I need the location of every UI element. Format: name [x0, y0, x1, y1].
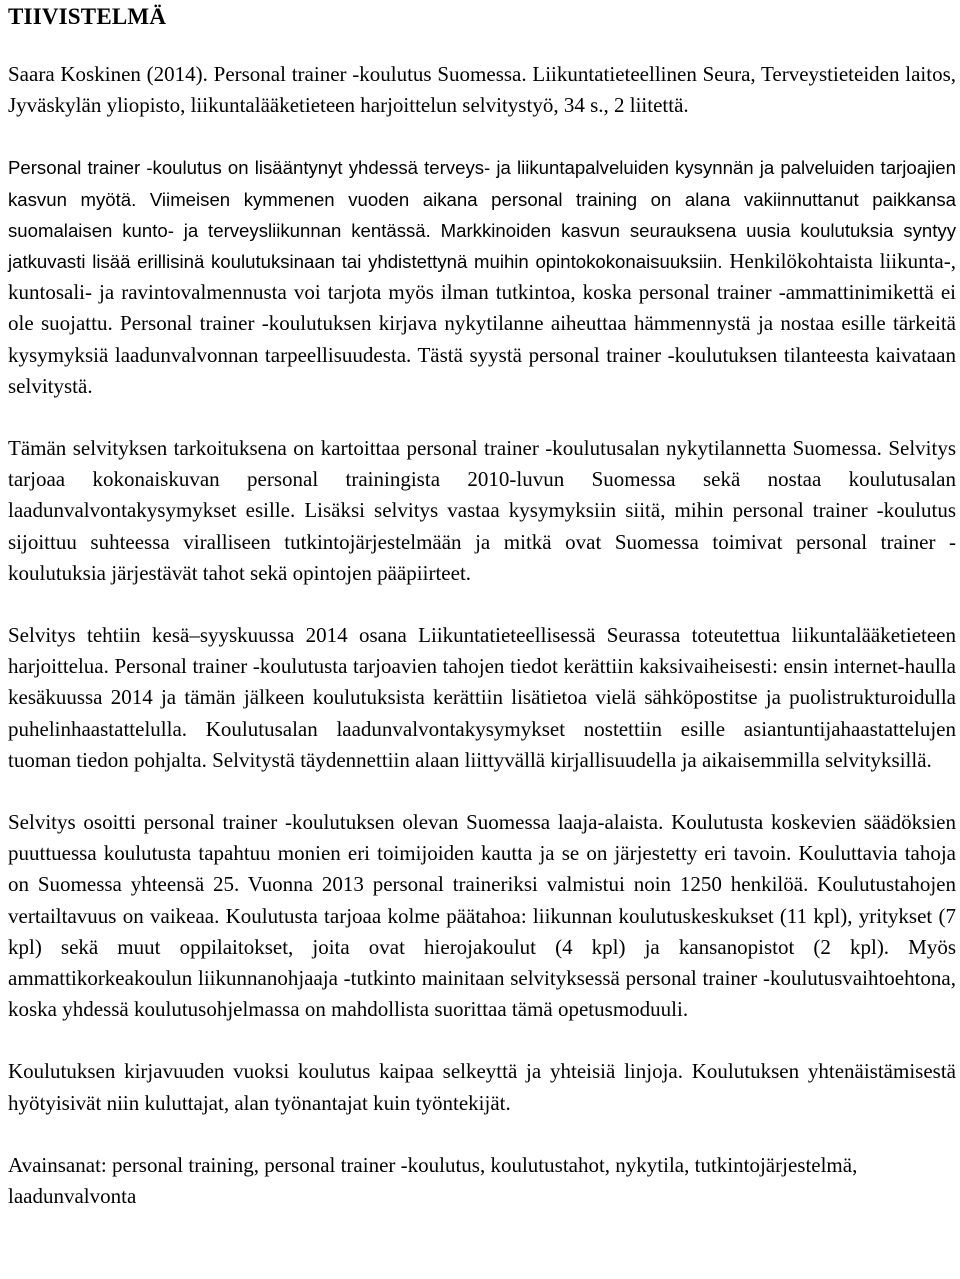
conclusion-paragraph: Koulutuksen kirjavuuden vuoksi koulutus kaipaa selkeyttä ja yhteisiä linjoja. Koulutuksen yhtenäistämisestä hyötyisivät niin kuluttajat, alan työnantajat kuin työntekijät. [8, 1059, 956, 1115]
intro-sans-text: Personal trainer -koulutus on lisääntynyt yhdessä terveys- ja liikuntapalveluiden kysynnän ja palveluiden tarjoajien kasvun myötä. Viimeisen kymmenen vuoden aikana personal training on alana vakiinnuttanut paikkansa suomalaisen kunto- ja terveysliikunnan kentässä. Markkinoiden kasvun seurauksena uusia koulutuksia syntyy jatkuvasti lisää erillisinä koulutuksinaan tai yhdistettynä muihin opintokokonaisuuksiin. [8, 157, 956, 273]
intro-paragraph [8, 152, 956, 402]
results-paragraph: Selvitys osoitti personal trainer -koulutuksen olevan Suomessa laaja-alaista. Koulutusta koskevien säädöksien puuttuessa koulutusta tapahtuu monien eri toimijoiden kautta ja se on järjestetty eri tavoin. Kouluttavia tahoja on Suomessa yhteensä 25. Vuonna 2013 personal traineriksi valmistui noin 1250 henkilöä. Koulutustahojen vertailtavuus on vaikeaa. Koulutusta tarjoaa kolme päätahoa: liikunnan koulutuskeskukset (11 kpl), yritykset (7 kpl) sekä muut oppilaitokset, joita ovat hierojakoulut (4 kpl) ja kansanopistot (2 kpl). Myös ammattikorkeakoulun liikunnanohjaaja -tutkinto mainitaan selvityksessä personal trainer -koulutusvaihtoehtona, koska yhdessä koulutusohjelmassa on mahdollista suorittaa tämä opetusmoduuli. [8, 810, 956, 1022]
abstract-page [8, 0, 956, 1212]
method-paragraph: Selvitys tehtiin kesä–syyskuussa 2014 osana Liikuntatieteellisessä Seurassa toteutettua liikuntalääketieteen harjoittelua. Personal trainer -koulutusta tarjoavien tahojen tiedot kerättiin kaksivaiheisesti: ensin internet-haulla kesäkuussa 2014 ja tämän jälkeen koulutuksista kerättiin lisätietoa vielä sähköpostitse ja puolistrukturoidulla puhelinhaastattelulla. Koulutusalan laadunvalvontakysymykset nostettiin esille asiantuntijahaastattelujen tuoman tiedon pohjalta. Selvitystä täydennettiin alaan liittyvällä kirjallisuudella ja aikaisemmilla selvityksillä. [8, 623, 956, 772]
intro-serif-text: Henkilökohtaista liikunta-, kuntosali- ja ravintovalmennusta voi tarjota myös ilman tutkintoa, koska personal trainer -ammattinimikettä ei ole suojattu. Personal trainer -koulutuksen kirjava nykytilanne aiheuttaa hämmennystä ja nostaa esille tärkeitä kysymyksiä laadunvalvonnan tarpeellisuudesta. Tästä syystä personal trainer -koulutuksen tilanteesta kaivataan selvitystä. [8, 249, 956, 398]
aim-paragraph: Tämän selvityksen tarkoituksena on kartoittaa personal trainer -koulutusalan nykytilannetta Suomessa. Selvitys tarjoaa kokonaiskuvan personal trainingista 2010-luvun Suomessa sekä nostaa koulutusalan laadunvalvontakysymykset esille. Lisäksi selvitys vastaa kysymyksiin siitä, mihin personal trainer -koulutus sijoittuu suhteessa viralliseen tutkintojärjestelmään ja mitkä ovat Suomessa toimivat personal trainer -koulutuksia järjestävät tahot sekä opintojen pääpiirteet. [8, 436, 956, 585]
citation-paragraph: Saara Koskinen (2014). Personal trainer -koulutus Suomessa. Liikuntatieteellinen Seura, Terveystieteiden laitos, Jyväskylän yliopisto, liikuntalääketieteen harjoittelun selvitystyö, 34 s., 2 liitettä. [8, 62, 956, 118]
abstract-heading: TIIVISTELMÄ [8, 4, 167, 29]
keywords-paragraph: Avainsanat: personal training, personal trainer -koulutus, koulutustahot, nykytila, tutkintojärjestelmä, laadunvalvonta [8, 1152, 858, 1209]
